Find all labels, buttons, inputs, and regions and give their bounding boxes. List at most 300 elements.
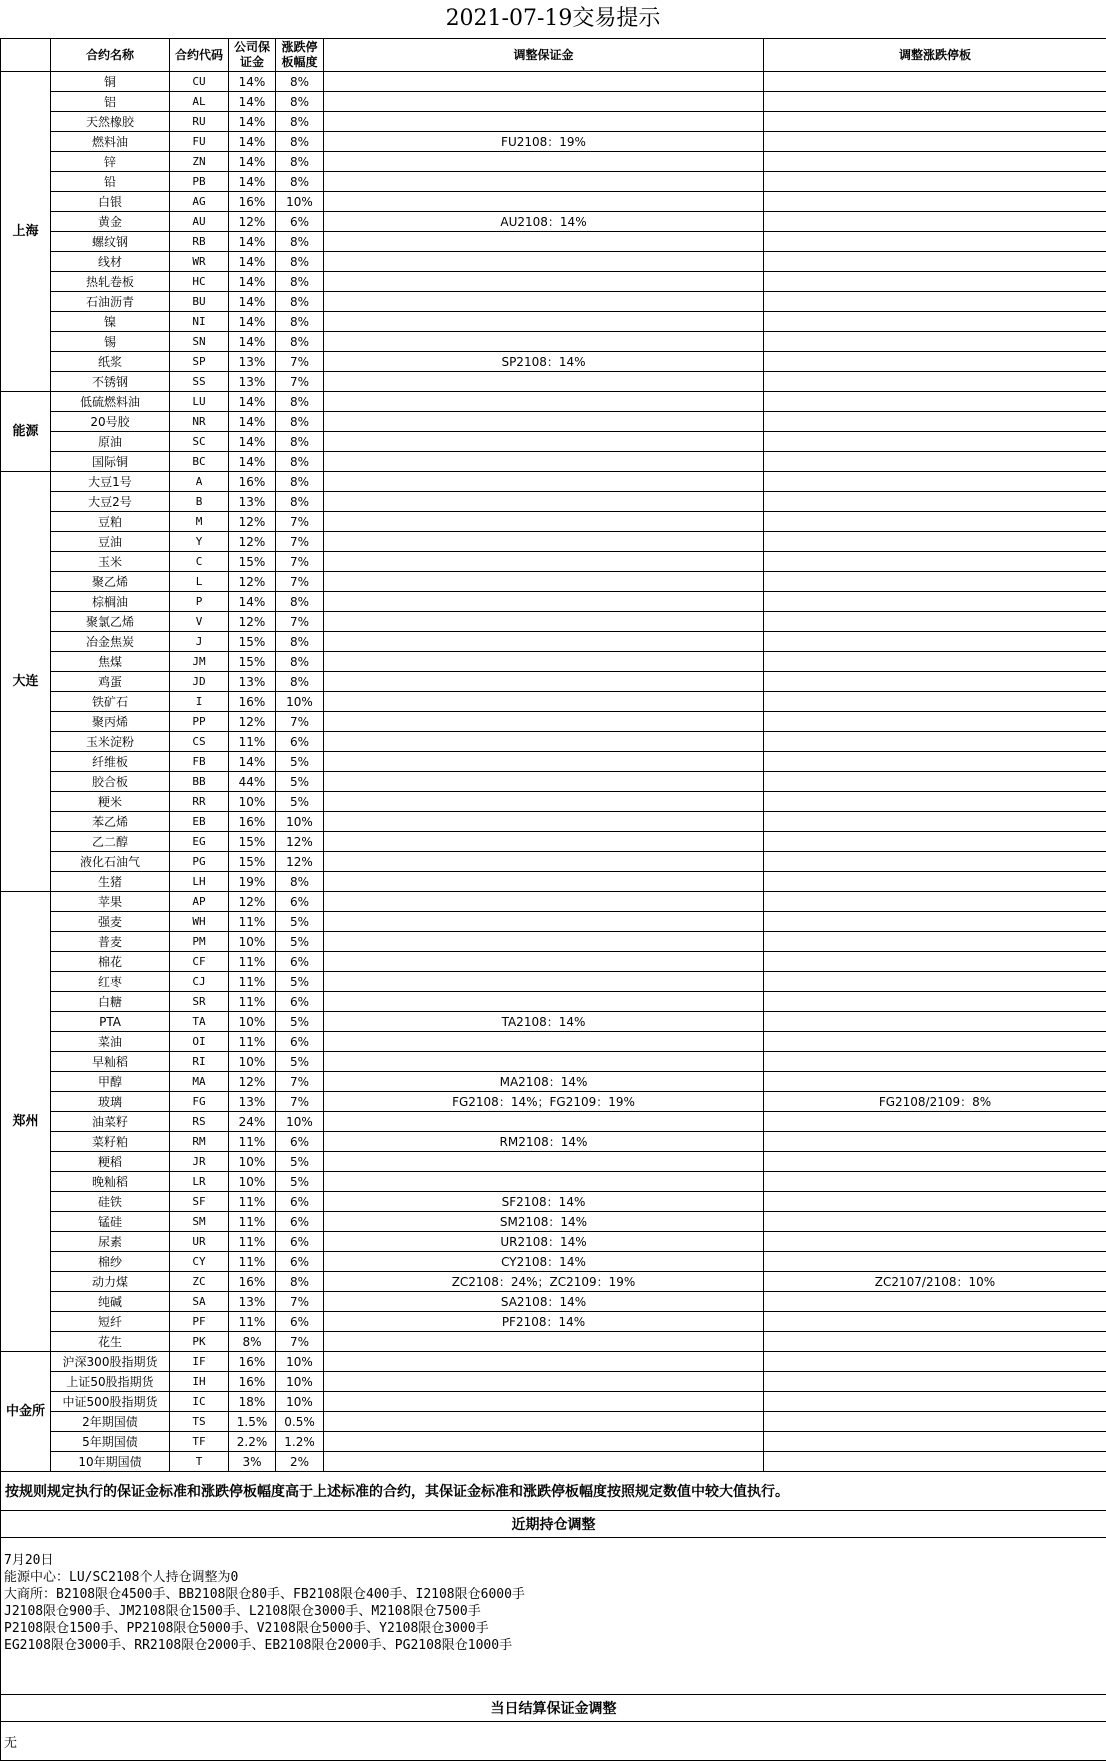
limit-adjust xyxy=(764,912,1106,932)
page-title: 2021-07-19交易提示 xyxy=(0,0,1106,38)
contract-code: JM xyxy=(170,652,229,672)
margin-adjust xyxy=(324,1112,764,1132)
contract-code: PG xyxy=(170,852,229,872)
table-row xyxy=(1,1092,1106,1112)
trading-table xyxy=(0,38,1106,1761)
contract-name: 苹果 xyxy=(51,892,170,912)
limit-adjust xyxy=(764,1392,1106,1412)
position-title-row xyxy=(1,1511,1106,1538)
margin-adjust: FU2108：19% xyxy=(324,132,764,152)
margin-adjust xyxy=(324,832,764,852)
limit-rate: 6% xyxy=(276,1312,324,1332)
table-row xyxy=(1,512,1106,532)
contract-name: 玻璃 xyxy=(51,1092,170,1112)
table-row xyxy=(1,572,1106,592)
margin-adjust xyxy=(324,232,764,252)
limit-rate: 8% xyxy=(276,632,324,652)
contract-code: HC xyxy=(170,272,229,292)
contract-code: SC xyxy=(170,432,229,452)
limit-rate: 10% xyxy=(276,1372,324,1392)
margin-adjust xyxy=(324,1432,764,1452)
contract-name: 豆粕 xyxy=(51,512,170,532)
contract-code: SF xyxy=(170,1192,229,1212)
margin-rate: 11% xyxy=(229,1252,276,1272)
table-row xyxy=(1,212,1106,232)
contract-name: 螺纹钢 xyxy=(51,232,170,252)
margin-rate: 11% xyxy=(229,1132,276,1152)
table-row xyxy=(1,372,1106,392)
table-row xyxy=(1,1412,1106,1432)
limit-adjust xyxy=(764,972,1106,992)
margin-adjust xyxy=(324,892,764,912)
limit-rate: 2% xyxy=(276,1452,324,1472)
contract-code: MA xyxy=(170,1072,229,1092)
margin-rate: 14% xyxy=(229,292,276,312)
limit-adjust xyxy=(764,92,1106,112)
limit-adjust: ZC2107/2108：10% xyxy=(764,1272,1106,1292)
header-limit-adjust: 调整涨跌停板 xyxy=(764,39,1106,72)
contract-code: ZN xyxy=(170,152,229,172)
margin-rate: 3% xyxy=(229,1452,276,1472)
header-name: 合约名称 xyxy=(51,39,170,72)
table-row xyxy=(1,152,1106,172)
contract-code: FU xyxy=(170,132,229,152)
contract-code: WH xyxy=(170,912,229,932)
contract-code: PB xyxy=(170,172,229,192)
margin-rate: 12% xyxy=(229,512,276,532)
contract-name: 铝 xyxy=(51,92,170,112)
limit-adjust xyxy=(764,1072,1106,1092)
contract-name: 粳米 xyxy=(51,792,170,812)
margin-rate: 14% xyxy=(229,272,276,292)
margin-adjust xyxy=(324,652,764,672)
margin-rate: 15% xyxy=(229,632,276,652)
contract-code: RM xyxy=(170,1132,229,1152)
contract-code: NI xyxy=(170,312,229,332)
limit-rate: 7% xyxy=(276,1092,324,1112)
limit-rate: 5% xyxy=(276,1012,324,1032)
margin-rate: 1.5% xyxy=(229,1412,276,1432)
limit-adjust xyxy=(764,1152,1106,1172)
margin-rate: 10% xyxy=(229,1152,276,1172)
margin-rate: 14% xyxy=(229,432,276,452)
table-row xyxy=(1,712,1106,732)
margin-rate: 11% xyxy=(229,952,276,972)
margin-rate: 10% xyxy=(229,1172,276,1192)
contract-name: 鸡蛋 xyxy=(51,672,170,692)
contract-code: AL xyxy=(170,92,229,112)
limit-rate: 10% xyxy=(276,692,324,712)
margin-rate: 14% xyxy=(229,412,276,432)
contract-name: 硅铁 xyxy=(51,1192,170,1212)
margin-adjust xyxy=(324,592,764,612)
header-code: 合约代码 xyxy=(170,39,229,72)
table-row xyxy=(1,392,1106,412)
limit-adjust xyxy=(764,1172,1106,1192)
limit-rate: 8% xyxy=(276,332,324,352)
limit-rate: 8% xyxy=(276,272,324,292)
contract-name: 锌 xyxy=(51,152,170,172)
table-row xyxy=(1,852,1106,872)
table-row xyxy=(1,1372,1106,1392)
margin-rate: 14% xyxy=(229,152,276,172)
contract-code: TA xyxy=(170,1012,229,1032)
contract-name: 铅 xyxy=(51,172,170,192)
margin-rate: 11% xyxy=(229,1212,276,1232)
margin-adjust xyxy=(324,852,764,872)
limit-rate: 6% xyxy=(276,992,324,1012)
contract-code: B xyxy=(170,492,229,512)
limit-rate: 5% xyxy=(276,932,324,952)
limit-rate: 7% xyxy=(276,712,324,732)
limit-adjust xyxy=(764,1312,1106,1332)
contract-name: 2年期国债 xyxy=(51,1412,170,1432)
limit-rate: 6% xyxy=(276,952,324,972)
limit-adjust xyxy=(764,932,1106,952)
contract-code: JD xyxy=(170,672,229,692)
limit-adjust xyxy=(764,1452,1106,1472)
limit-rate: 7% xyxy=(276,1332,324,1352)
limit-rate: 8% xyxy=(276,432,324,452)
contract-code: RI xyxy=(170,1052,229,1072)
margin-rate: 14% xyxy=(229,112,276,132)
limit-adjust xyxy=(764,1132,1106,1152)
table-row xyxy=(1,692,1106,712)
margin-adjust xyxy=(324,292,764,312)
limit-rate: 5% xyxy=(276,792,324,812)
table-row xyxy=(1,932,1106,952)
contract-name: 苯乙烯 xyxy=(51,812,170,832)
margin-adjust: AU2108：14% xyxy=(324,212,764,232)
contract-name: 生猪 xyxy=(51,872,170,892)
limit-rate: 5% xyxy=(276,972,324,992)
margin-adjust xyxy=(324,512,764,532)
margin-adjust: SA2108：14% xyxy=(324,1292,764,1312)
contract-name: 镍 xyxy=(51,312,170,332)
limit-adjust xyxy=(764,552,1106,572)
table-row xyxy=(1,1192,1106,1212)
limit-rate: 12% xyxy=(276,852,324,872)
limit-rate: 5% xyxy=(276,752,324,772)
contract-code: NR xyxy=(170,412,229,432)
margin-rate: 14% xyxy=(229,252,276,272)
contract-name: 液化石油气 xyxy=(51,852,170,872)
table-row xyxy=(1,872,1106,892)
limit-adjust xyxy=(764,1052,1106,1072)
contract-name: 低硫燃料油 xyxy=(51,392,170,412)
header-margin-adjust: 调整保证金 xyxy=(324,39,764,72)
contract-code: TF xyxy=(170,1432,229,1452)
contract-code: CU xyxy=(170,72,229,92)
limit-rate: 6% xyxy=(276,1232,324,1252)
table-row xyxy=(1,1072,1106,1092)
header-exchange xyxy=(1,39,51,72)
contract-code: V xyxy=(170,612,229,632)
margin-rate: 10% xyxy=(229,932,276,952)
limit-adjust xyxy=(764,792,1106,812)
table-row xyxy=(1,1112,1106,1132)
contract-name: 5年期国债 xyxy=(51,1432,170,1452)
rule-note: 按规则规定执行的保证金标准和涨跌停板幅度高于上述标准的合约，其保证金标准和涨跌停板幅度按照规定数值中较大值执行。 xyxy=(1,1472,1106,1511)
margin-rate: 16% xyxy=(229,1372,276,1392)
limit-adjust xyxy=(764,1212,1106,1232)
margin-adjust xyxy=(324,252,764,272)
limit-adjust xyxy=(764,672,1106,692)
margin-rate: 16% xyxy=(229,1272,276,1292)
contract-name: 花生 xyxy=(51,1332,170,1352)
contract-code: RS xyxy=(170,1112,229,1132)
margin-adjust xyxy=(324,1392,764,1412)
contract-name: 白糖 xyxy=(51,992,170,1012)
margin-adjust: CY2108：14% xyxy=(324,1252,764,1272)
margin-rate: 14% xyxy=(229,172,276,192)
limit-adjust xyxy=(764,872,1106,892)
contract-code: CS xyxy=(170,732,229,752)
limit-rate: 8% xyxy=(276,172,324,192)
exchange-label: 大连 xyxy=(1,472,51,892)
contract-code: BC xyxy=(170,452,229,472)
margin-adjust xyxy=(324,112,764,132)
table-row xyxy=(1,232,1106,252)
limit-adjust xyxy=(764,332,1106,352)
limit-adjust xyxy=(764,1112,1106,1132)
contract-name: 红枣 xyxy=(51,972,170,992)
contract-code: RR xyxy=(170,792,229,812)
limit-adjust xyxy=(764,712,1106,732)
margin-adjust xyxy=(324,972,764,992)
limit-rate: 6% xyxy=(276,1132,324,1152)
limit-adjust xyxy=(764,432,1106,452)
contract-name: 不锈钢 xyxy=(51,372,170,392)
margin-adjust xyxy=(324,1052,764,1072)
limit-rate: 10% xyxy=(276,192,324,212)
table-row xyxy=(1,252,1106,272)
limit-rate: 7% xyxy=(276,512,324,532)
margin-rate: 15% xyxy=(229,832,276,852)
margin-rate: 24% xyxy=(229,1112,276,1132)
table-row xyxy=(1,72,1106,92)
limit-rate: 8% xyxy=(276,392,324,412)
limit-adjust xyxy=(764,572,1106,592)
margin-adjust xyxy=(324,152,764,172)
table-row xyxy=(1,1272,1106,1292)
margin-adjust xyxy=(324,432,764,452)
margin-rate: 11% xyxy=(229,1312,276,1332)
contract-name: 油菜籽 xyxy=(51,1112,170,1132)
contract-name: 焦煤 xyxy=(51,652,170,672)
contract-code: I xyxy=(170,692,229,712)
limit-adjust xyxy=(764,612,1106,632)
limit-rate: 8% xyxy=(276,412,324,432)
margin-rate: 10% xyxy=(229,792,276,812)
margin-rate: 16% xyxy=(229,192,276,212)
limit-rate: 10% xyxy=(276,1392,324,1412)
margin-adjust: SP2108：14% xyxy=(324,352,764,372)
contract-name: 玉米淀粉 xyxy=(51,732,170,752)
margin-adjust xyxy=(324,472,764,492)
contract-code: SA xyxy=(170,1292,229,1312)
contract-code: TS xyxy=(170,1412,229,1432)
margin-adjust xyxy=(324,612,764,632)
contract-code: LR xyxy=(170,1172,229,1192)
margin-adjust: RM2108：14% xyxy=(324,1132,764,1152)
limit-adjust xyxy=(764,1372,1106,1392)
contract-code: PF xyxy=(170,1312,229,1332)
margin-adjust xyxy=(324,332,764,352)
margin-adjust xyxy=(324,552,764,572)
table-row xyxy=(1,1032,1106,1052)
contract-name: 冶金焦炭 xyxy=(51,632,170,652)
contract-name: 豆油 xyxy=(51,532,170,552)
table-row xyxy=(1,1152,1106,1172)
limit-adjust xyxy=(764,1332,1106,1352)
table-row xyxy=(1,992,1106,1012)
limit-adjust xyxy=(764,512,1106,532)
contract-code: WR xyxy=(170,252,229,272)
margin-adjust xyxy=(324,92,764,112)
contract-name: 大豆2号 xyxy=(51,492,170,512)
contract-name: 强麦 xyxy=(51,912,170,932)
limit-adjust xyxy=(764,992,1106,1012)
limit-rate: 6% xyxy=(276,212,324,232)
limit-rate: 5% xyxy=(276,772,324,792)
limit-rate: 7% xyxy=(276,552,324,572)
margin-rate: 14% xyxy=(229,232,276,252)
position-line: P2108限仓1500手、PP2108限仓5000手、V2108限仓5000手、Y2108限仓3000手 xyxy=(4,1620,1104,1637)
contract-name: 热轧卷板 xyxy=(51,272,170,292)
margin-rate: 11% xyxy=(229,1032,276,1052)
contract-name: 黄金 xyxy=(51,212,170,232)
margin-adjust xyxy=(324,992,764,1012)
contract-code: SR xyxy=(170,992,229,1012)
limit-adjust xyxy=(764,652,1106,672)
limit-adjust xyxy=(764,892,1106,912)
margin-rate: 14% xyxy=(229,752,276,772)
margin-adjust xyxy=(324,272,764,292)
position-section-body xyxy=(1,1538,1106,1695)
table-row xyxy=(1,652,1106,672)
contract-code: BB xyxy=(170,772,229,792)
margin-rate: 15% xyxy=(229,652,276,672)
contract-code: OI xyxy=(170,1032,229,1052)
limit-adjust xyxy=(764,392,1106,412)
limit-adjust xyxy=(764,72,1106,92)
margin-rate: 12% xyxy=(229,612,276,632)
contract-name: 粳稻 xyxy=(51,1152,170,1172)
contract-name: 甲醇 xyxy=(51,1072,170,1092)
settlement-section-text: 无 xyxy=(1,1722,1106,1761)
margin-adjust: ZC2108：24%；ZC2109：19% xyxy=(324,1272,764,1292)
contract-name: 动力煤 xyxy=(51,1272,170,1292)
header-margin: 公司保证金 xyxy=(229,39,276,72)
limit-rate: 8% xyxy=(276,872,324,892)
contract-name: 天然橡胶 xyxy=(51,112,170,132)
limit-adjust xyxy=(764,1252,1106,1272)
margin-adjust xyxy=(324,752,764,772)
contract-name: 10年期国债 xyxy=(51,1452,170,1472)
margin-rate: 14% xyxy=(229,312,276,332)
contract-code: UR xyxy=(170,1232,229,1252)
limit-adjust xyxy=(764,352,1106,372)
table-row xyxy=(1,452,1106,472)
contract-name: 白银 xyxy=(51,192,170,212)
margin-adjust xyxy=(324,792,764,812)
limit-adjust: FG2108/2109：8% xyxy=(764,1092,1106,1112)
table-row xyxy=(1,132,1106,152)
contract-code: BU xyxy=(170,292,229,312)
limit-rate: 8% xyxy=(276,132,324,152)
contract-code: IH xyxy=(170,1372,229,1392)
settlement-title-row xyxy=(1,1695,1106,1722)
contract-name: 菜籽粕 xyxy=(51,1132,170,1152)
margin-rate: 15% xyxy=(229,552,276,572)
table-row xyxy=(1,1172,1106,1192)
contract-name: 纤维板 xyxy=(51,752,170,772)
margin-adjust xyxy=(324,1332,764,1352)
contract-code: Y xyxy=(170,532,229,552)
limit-adjust xyxy=(764,1432,1106,1452)
table-row xyxy=(1,1392,1106,1412)
table-row xyxy=(1,912,1106,932)
limit-adjust xyxy=(764,1192,1106,1212)
margin-adjust: FG2108：14%；FG2109：19% xyxy=(324,1092,764,1112)
margin-adjust xyxy=(324,772,764,792)
limit-adjust xyxy=(764,632,1106,652)
margin-adjust: TA2108：14% xyxy=(324,1012,764,1032)
table-row xyxy=(1,1292,1106,1312)
contract-name: 聚氯乙烯 xyxy=(51,612,170,632)
header-limit: 涨跌停板幅度 xyxy=(276,39,324,72)
contract-code: RU xyxy=(170,112,229,132)
contract-code: CF xyxy=(170,952,229,972)
margin-rate: 14% xyxy=(229,452,276,472)
limit-adjust xyxy=(764,532,1106,552)
contract-code: L xyxy=(170,572,229,592)
contract-code: IC xyxy=(170,1392,229,1412)
margin-adjust xyxy=(324,712,764,732)
rule-note-row xyxy=(1,1472,1106,1511)
limit-rate: 5% xyxy=(276,1172,324,1192)
exchange-label: 能源 xyxy=(1,392,51,472)
contract-code: EG xyxy=(170,832,229,852)
table-row xyxy=(1,92,1106,112)
limit-rate: 8% xyxy=(276,72,324,92)
limit-rate: 7% xyxy=(276,532,324,552)
margin-rate: 12% xyxy=(229,712,276,732)
table-row xyxy=(1,1312,1106,1332)
margin-rate: 13% xyxy=(229,352,276,372)
limit-adjust xyxy=(764,412,1106,432)
limit-adjust xyxy=(764,372,1106,392)
limit-rate: 10% xyxy=(276,1112,324,1132)
limit-rate: 7% xyxy=(276,612,324,632)
limit-rate: 8% xyxy=(276,672,324,692)
margin-rate: 2.2% xyxy=(229,1432,276,1452)
limit-rate: 10% xyxy=(276,1352,324,1372)
margin-rate: 12% xyxy=(229,572,276,592)
margin-rate: 13% xyxy=(229,672,276,692)
limit-adjust xyxy=(764,752,1106,772)
limit-rate: 8% xyxy=(276,232,324,252)
position-line: J2108限仓900手、JM2108限仓1500手、L2108限仓3000手、M2108限仓7500手 xyxy=(4,1603,1104,1620)
margin-adjust xyxy=(324,912,764,932)
table-row xyxy=(1,1052,1106,1072)
margin-adjust xyxy=(324,1032,764,1052)
contract-code: FB xyxy=(170,752,229,772)
margin-adjust: PF2108：14% xyxy=(324,1312,764,1332)
contract-code: FG xyxy=(170,1092,229,1112)
margin-rate: 11% xyxy=(229,732,276,752)
